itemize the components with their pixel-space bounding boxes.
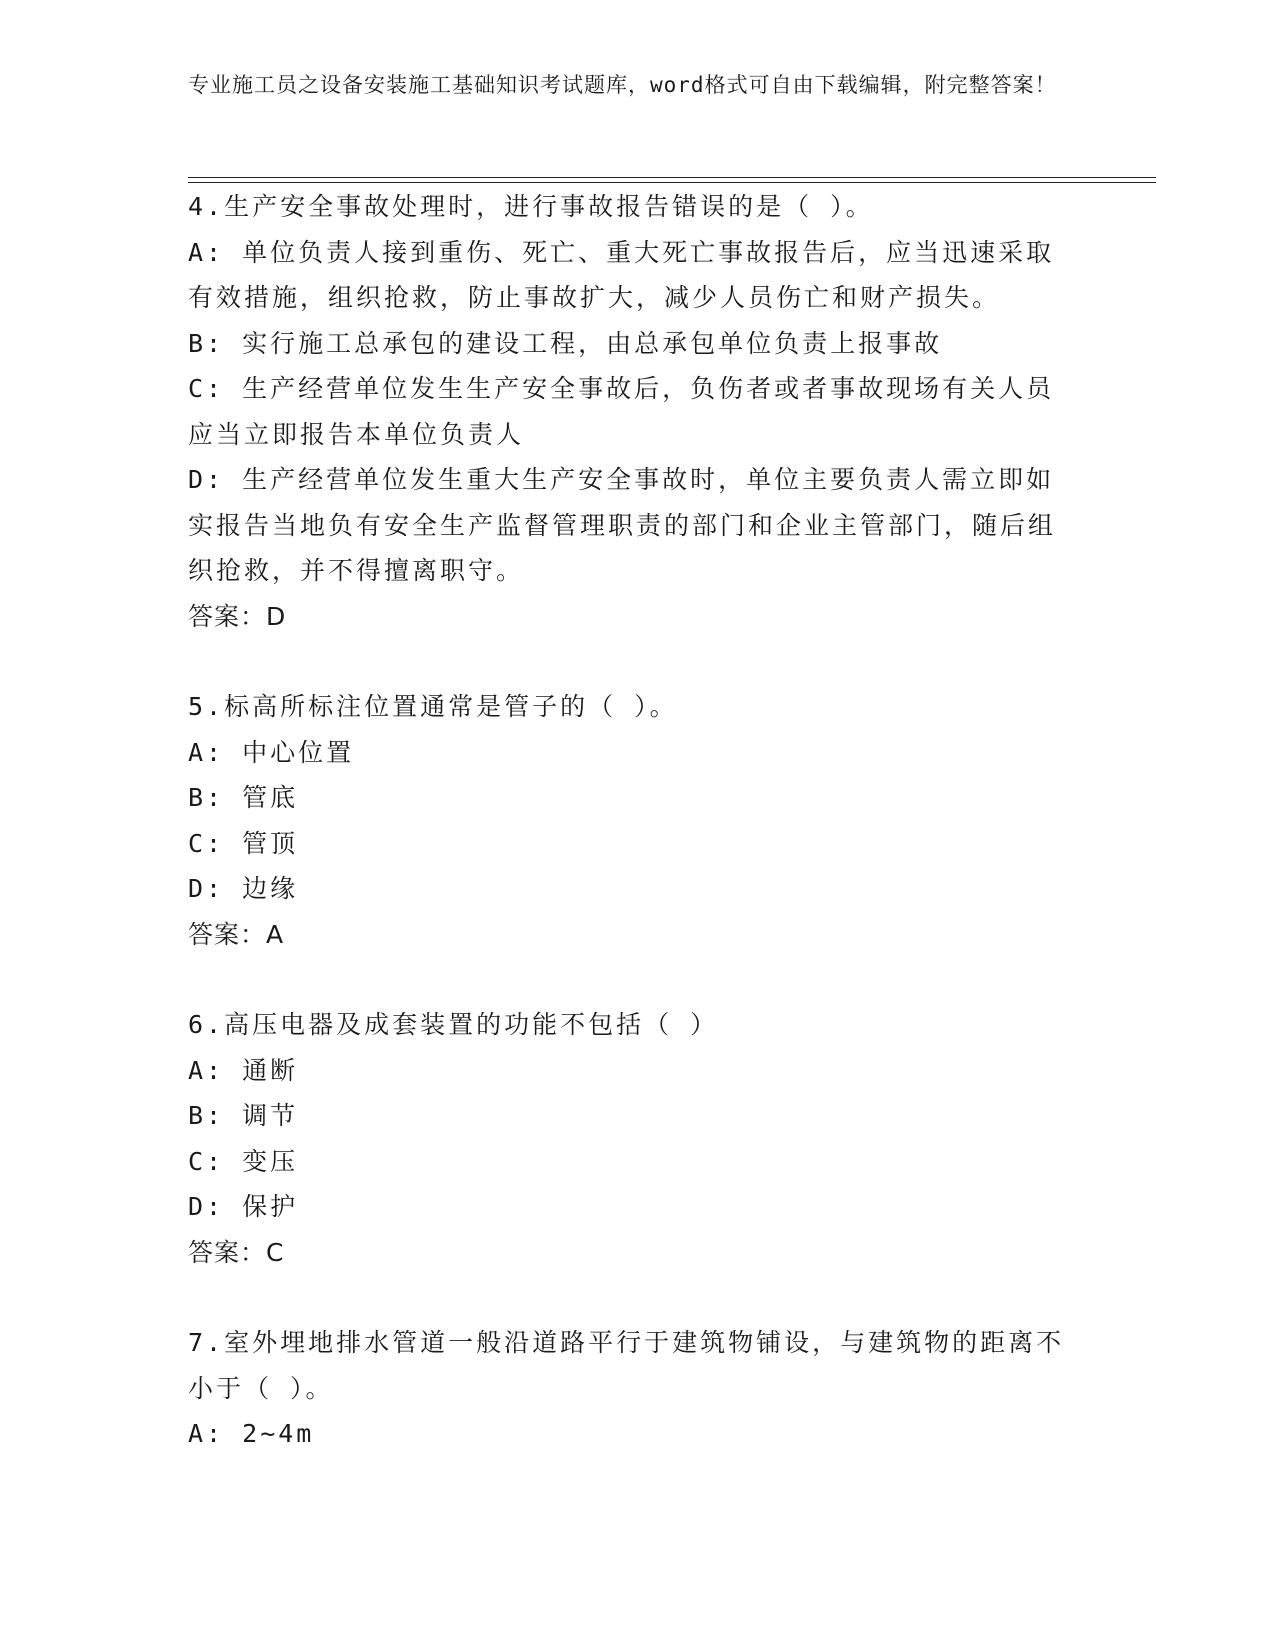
header-rule-bottom — [188, 182, 1156, 183]
question-spacer — [188, 639, 1068, 684]
question-spacer — [188, 1275, 1068, 1320]
question-4 — [188, 184, 1068, 639]
option-a: A: 2~4m — [188, 1419, 315, 1448]
option-d: D: 保护 — [188, 1192, 299, 1221]
question-stem: 7.室外埋地排水管道一般沿道路平行于建筑物铺设，与建筑物的距离不小于（ ）。 — [188, 1328, 1065, 1403]
option-d: D: 生产经营单位发生重大生产安全事故时，单位主要负责人需立即如实报告当地负有安全生产监督管理职责的部门和企业主管部门，随后组织抢救，并不得擅离职守。 — [188, 465, 1057, 585]
option-d: D: 边缘 — [188, 874, 299, 903]
option-a: A: 中心位置 — [188, 737, 355, 767]
document-header: 专业施工员之设备安装施工基础知识考试题库，word格式可自由下载编辑，附完整答案！ — [188, 73, 1057, 97]
option-c: C: 变压 — [188, 1146, 299, 1176]
option-a: A: 单位负责人接到重伤、死亡、重大死亡事故报告后，应当迅速采取有效措施，组织抢救，防止事故扩大，减少人员伤亡和财产损失。 — [188, 237, 1055, 312]
option-c: C: 生产经营单位发生生产安全事故后，负伤者或者事故现场有关人员应当立即报告本单位负责人 — [188, 374, 1055, 449]
document-page — [188, 70, 1068, 101]
answer-label: 答案：D — [188, 601, 287, 631]
question-7 — [188, 1320, 1068, 1457]
option-c: C: 管顶 — [188, 828, 299, 858]
option-b: B: 实行施工总承包的建设工程，由总承包单位负责上报事故 — [188, 328, 943, 358]
option-b: B: 管底 — [188, 783, 299, 812]
question-list — [188, 184, 1068, 1457]
option-b: B: 调节 — [188, 1101, 299, 1130]
question-stem: 5.标高所标注位置通常是管子的（ ）。 — [188, 692, 678, 721]
answer-label: 答案：A — [188, 919, 285, 949]
header-rule-top — [188, 177, 1156, 178]
option-a: A: 通断 — [188, 1055, 299, 1085]
question-stem: 4.生产安全事故处理时，进行事故报告错误的是（ ）。 — [188, 192, 874, 221]
question-6 — [188, 1002, 1068, 1275]
question-5 — [188, 684, 1068, 957]
question-spacer — [188, 957, 1068, 1002]
answer-label: 答案：C — [188, 1237, 285, 1267]
question-stem: 6.高压电器及成套装置的功能不包括（ ） — [188, 1010, 719, 1039]
